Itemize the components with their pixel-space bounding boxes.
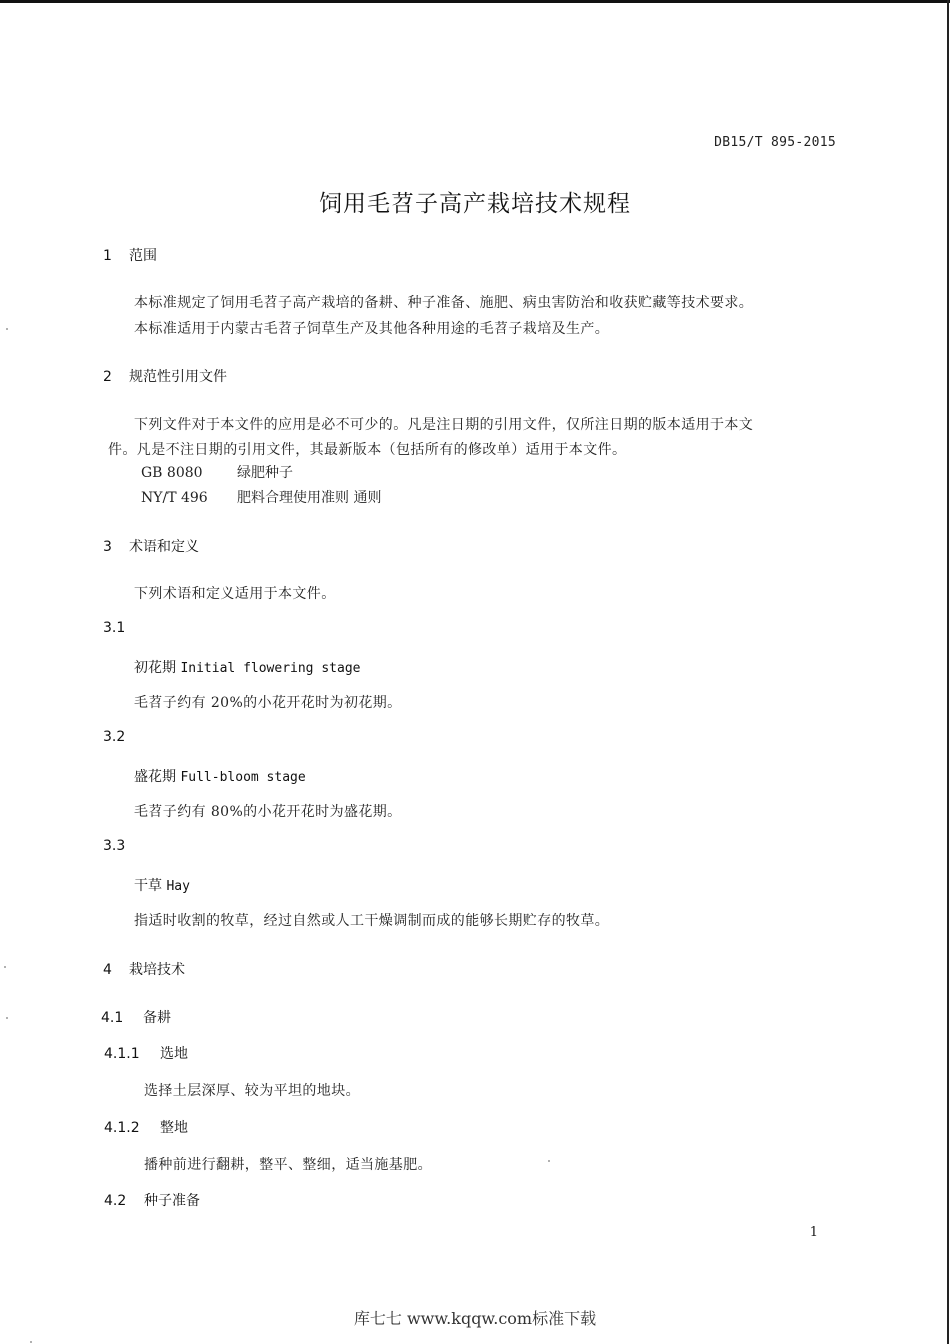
term-number: 3.1 — [103, 620, 126, 636]
scan-speck — [6, 328, 8, 330]
subsection-title: 备耕 — [143, 1010, 171, 1026]
section-title: 范围 — [129, 248, 157, 264]
term-definition: 指适时收割的牧草，经过自然或人工干燥调制而成的能够长期贮存的牧草。 — [134, 913, 610, 929]
term-name — [134, 657, 360, 677]
scan-speck — [548, 1160, 550, 1162]
section-number: 4 — [103, 962, 112, 978]
footer-watermark: 库七七 www.kqqw.com标准下载 — [353, 1309, 597, 1328]
reference-item — [141, 462, 293, 482]
subsection-number: 4.1.2 — [104, 1120, 140, 1136]
term-cn: 干草 — [134, 878, 162, 894]
subsection-number: 4.1.1 — [104, 1046, 140, 1062]
term-definition: 毛苕子约有 80%的小花开花时为盛花期。 — [134, 804, 402, 820]
scope-paragraph-2: 本标准适用于内蒙古毛苕子饲草生产及其他各种用途的毛苕子栽培及生产。 — [134, 321, 610, 337]
subsection-heading — [101, 1007, 171, 1027]
scan-speck — [30, 1341, 32, 1343]
term-en: Full-bloom stage — [180, 770, 306, 785]
normative-ref-paragraph-line-1: 下列文件对于本文件的应用是必不可少的。凡是注日期的引用文件，仅所注日期的版本适用于本文 — [134, 417, 754, 433]
reference-title: 肥料合理使用准则 通则 — [237, 490, 382, 506]
reference-item — [141, 487, 381, 507]
subsection-title: 选地 — [160, 1046, 188, 1062]
subsection-title: 整地 — [160, 1120, 188, 1136]
subsection-title: 种子准备 — [144, 1193, 200, 1209]
subsection-number: 4.2 — [104, 1193, 127, 1209]
standard-code: DB15/T 895-2015 — [714, 135, 836, 150]
section-number: 1 — [103, 248, 112, 264]
section-4-heading — [103, 959, 185, 979]
normative-ref-paragraph-line-2: 件。凡是不注日期的引用文件，其最新版本（包括所有的修改单）适用于本文件。 — [108, 442, 627, 458]
term-number: 3.3 — [103, 838, 126, 854]
section-number: 3 — [103, 539, 112, 555]
section-title: 术语和定义 — [129, 539, 199, 555]
terms-intro: 下列术语和定义适用于本文件。 — [134, 586, 336, 602]
term-definition: 毛苕子约有 20%的小花开花时为初花期。 — [134, 695, 402, 711]
term-number: 3.2 — [103, 729, 126, 745]
section-3-heading — [103, 536, 199, 556]
section-title: 栽培技术 — [129, 962, 185, 978]
page-top-border — [0, 0, 950, 3]
reference-code: GB 8080 — [141, 465, 203, 481]
scan-speck — [6, 1017, 8, 1019]
subsection-number: 4.1 — [101, 1010, 124, 1026]
term-en: Hay — [166, 879, 190, 894]
reference-code: NY/T 496 — [141, 490, 208, 506]
scope-paragraph-1: 本标准规定了饲用毛苕子高产栽培的备耕、种子准备、施肥、病虫害防治和收获贮藏等技术要求。 — [134, 295, 754, 311]
subsection-text: 播种前进行翻耕，整平、整细，适当施基肥。 — [144, 1157, 432, 1173]
term-name — [134, 875, 190, 895]
section-number: 2 — [103, 369, 112, 385]
reference-title: 绿肥种子 — [237, 465, 293, 481]
subsection-heading — [104, 1190, 200, 1210]
section-1-heading — [103, 245, 157, 265]
scan-speck — [4, 966, 6, 968]
section-2-heading — [103, 366, 227, 386]
term-name — [134, 766, 306, 786]
subsection-heading — [104, 1117, 188, 1137]
page-number: 1 — [809, 1225, 818, 1240]
subsection-text: 选择土层深厚、较为平坦的地块。 — [144, 1083, 360, 1099]
term-cn: 盛花期 — [134, 769, 176, 785]
term-cn: 初花期 — [134, 660, 176, 676]
section-title: 规范性引用文件 — [129, 369, 227, 385]
term-en: Initial flowering stage — [180, 661, 361, 676]
subsection-heading — [104, 1043, 188, 1063]
document-title: 饲用毛苕子高产栽培技术规程 — [319, 191, 631, 217]
